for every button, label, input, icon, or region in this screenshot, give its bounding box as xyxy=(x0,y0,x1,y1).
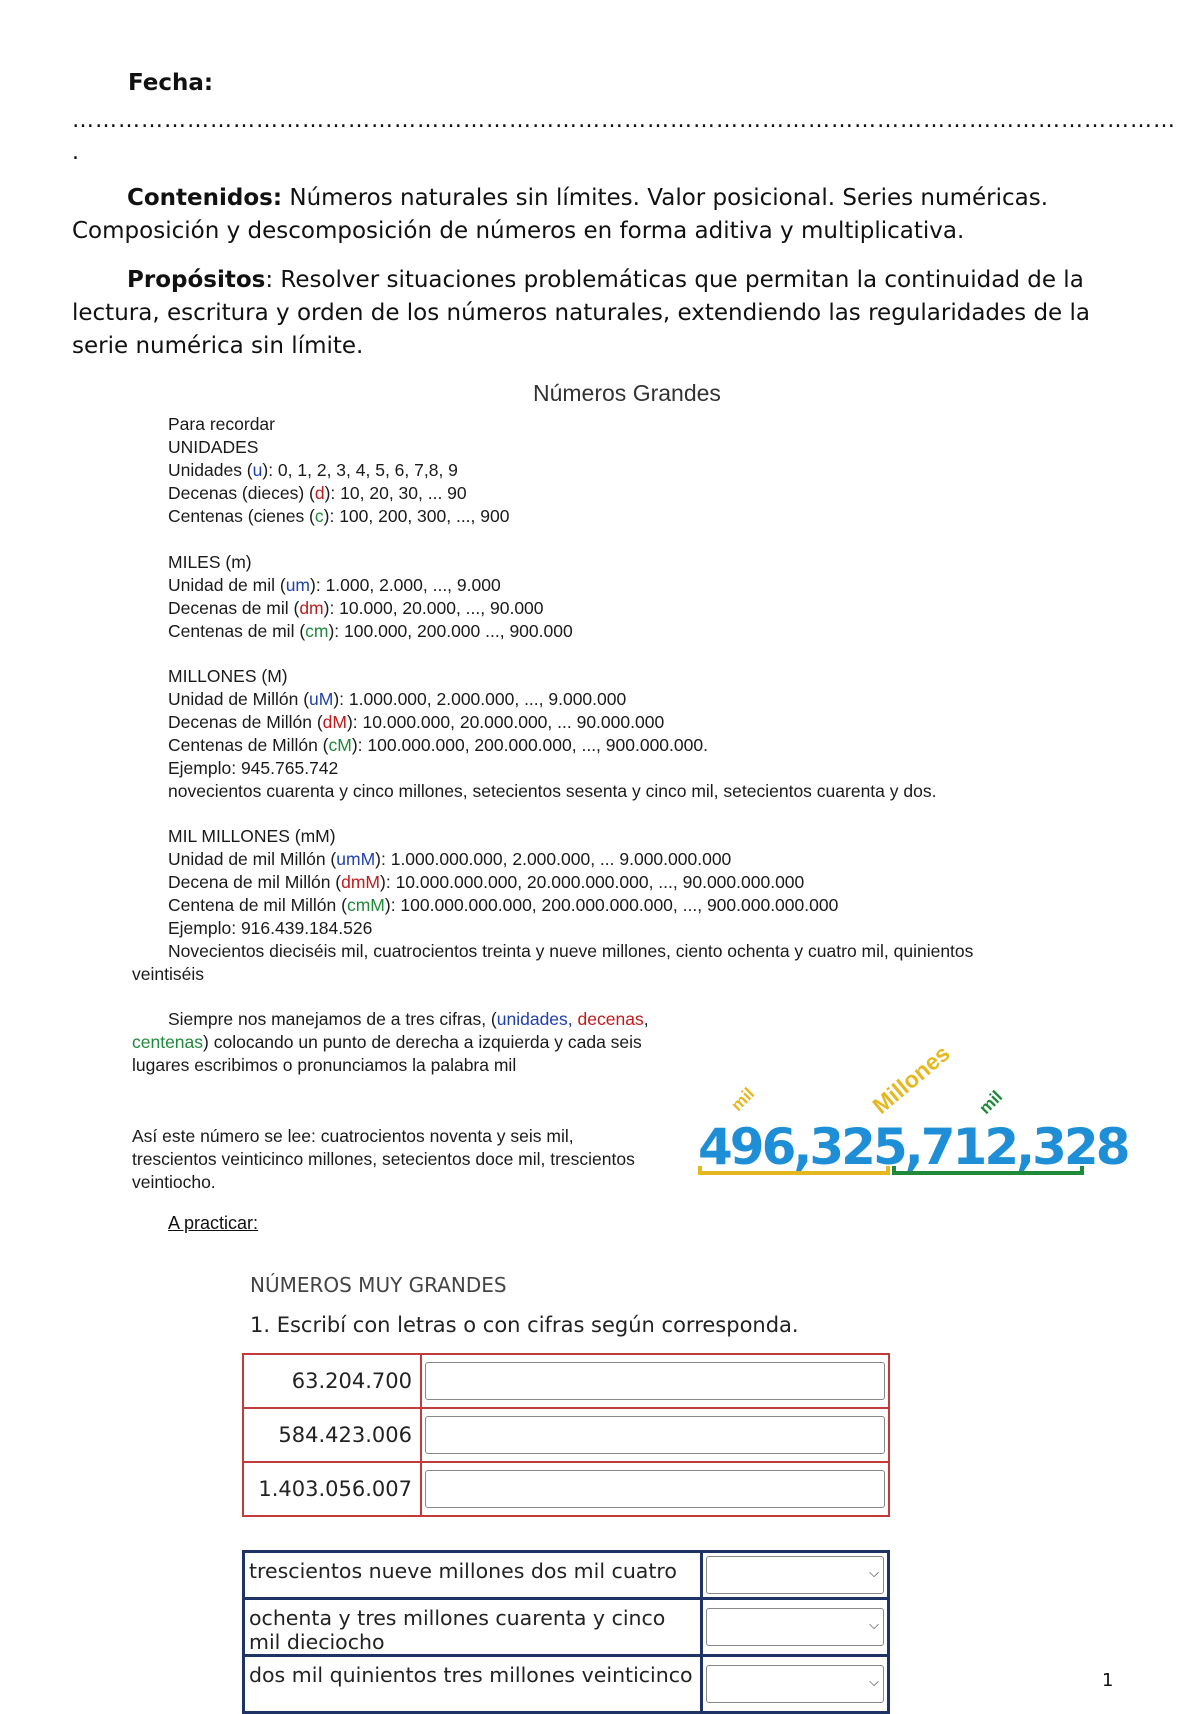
centenas-abbr: c xyxy=(314,506,324,526)
cmM-abbr: cmM xyxy=(346,895,385,915)
dM-line xyxy=(168,712,664,733)
fecha-dotted-line: ……………………………………………………………………………………………………………………………… xyxy=(72,108,1176,133)
siempre-paragraph xyxy=(132,1008,652,1077)
dmM-text-b: ): 10.000.000.000, 20.000.000.000, ..., 90.000.000.000 xyxy=(380,872,805,892)
siempre-centenas: centenas xyxy=(132,1032,204,1052)
siempre-text-b: ) colocando un punto de derecha a izquierda y cada seis lugares escribimos o pronunciamos la palabra mil xyxy=(132,1032,642,1075)
chevron-down-icon: ⌵ xyxy=(869,1675,879,1690)
ejemplo2-text-2: veintiséis xyxy=(132,964,204,984)
decenas-abbr: d xyxy=(314,483,325,503)
siempre-text-a: Siempre nos manejamos de a tres cifras, ( xyxy=(168,1009,497,1029)
exercise-question: 1. Escribí con letras o con cifras según corresponda. xyxy=(250,1313,799,1337)
cm-text-b: ): 100.000, 200.000 ..., 900.000 xyxy=(328,621,573,641)
cM-text-b: ): 100.000.000, 200.000.000, ..., 900.000.000. xyxy=(351,735,708,755)
dm-text-a: Decenas de mil ( xyxy=(168,598,300,618)
answer-select[interactable] xyxy=(706,1608,884,1646)
table-row xyxy=(244,1656,889,1713)
unidades-line xyxy=(168,460,458,481)
table-row xyxy=(243,1408,889,1462)
digits-group-4: 328 xyxy=(1032,1118,1128,1176)
cm-line xyxy=(168,621,573,642)
answer-input[interactable] xyxy=(425,1362,885,1400)
dM-text-a: Decenas de Millón ( xyxy=(168,712,323,732)
decenas-text-b: ): 10, 20, 30, ... 90 xyxy=(324,483,467,503)
dm-line xyxy=(168,598,544,619)
answer-select[interactable] xyxy=(706,1665,884,1703)
chevron-down-icon: ⌵ xyxy=(869,1618,879,1633)
words-cell: trescientos nueve millones dos mil cuatro xyxy=(244,1552,702,1599)
digits-group-2: 325 xyxy=(809,1118,905,1176)
big-number-graphic xyxy=(696,1039,1128,1180)
number-cell: 1.403.056.007 xyxy=(243,1462,421,1516)
cM-text-a: Centenas de Millón ( xyxy=(168,735,329,755)
dm-text-b: ): 10.000, 20.000, ..., 90.000 xyxy=(323,598,544,618)
ejemplo1: Ejemplo: 945.765.742 xyxy=(168,758,339,778)
muy-grandes-title: NÚMEROS MUY GRANDES xyxy=(250,1273,507,1297)
dotted-line-end: . xyxy=(72,140,79,165)
digits-group-3: 712 xyxy=(920,1118,1017,1176)
um-line xyxy=(168,575,501,596)
dmM-abbr: dmM xyxy=(341,872,381,892)
dM-abbr: dM xyxy=(322,712,347,732)
propositos-label: Propósitos xyxy=(127,267,266,293)
chevron-down-icon: ⌵ xyxy=(869,1566,879,1581)
centenas-text-b: ): 100, 200, 300, ..., 900 xyxy=(323,506,510,526)
ejemplo2-text-1: Novecientos dieciséis mil, cuatrocientos treinta y nueve millones, ciento ochenta y cuatro mil, quinientos xyxy=(168,941,974,961)
um-abbr: um xyxy=(285,575,311,595)
siempre-sep: , xyxy=(643,1009,649,1029)
umM-line xyxy=(168,849,731,870)
miles-header: MILES (m) xyxy=(168,552,252,572)
dmM-text-a: Decena de mil Millón ( xyxy=(168,872,342,892)
table-row xyxy=(243,1462,889,1516)
dm-abbr: dm xyxy=(299,598,324,618)
contenidos-text: Números naturales sin límites. Valor posicional. Series numéricas. Composición y descomposición de números en forma aditiva y multiplicativa. xyxy=(72,185,1049,244)
cm-abbr: cm xyxy=(305,621,329,641)
dM-text-b: ): 10.000.000, 20.000.000, ... 90.000.000 xyxy=(346,712,665,732)
select-cell xyxy=(701,1599,888,1656)
number-cell: 63.204.700 xyxy=(243,1354,421,1408)
para-recordar: Para recordar xyxy=(168,414,275,434)
siempre-decenas: decenas xyxy=(577,1009,644,1029)
umM-abbr: umM xyxy=(336,849,376,869)
decenas-line xyxy=(168,483,467,504)
decenas-text-a: Decenas (dieces) ( xyxy=(168,483,315,503)
answer-input[interactable] xyxy=(425,1416,885,1454)
uM-text-b: ): 1.000.000, 2.000.000, ..., 9.000.000 xyxy=(333,689,627,709)
unidades-text-b: ): 0, 1, 2, 3, 4, 5, 6, 7,8, 9 xyxy=(262,460,458,480)
table-row xyxy=(244,1599,889,1656)
words-cell: ochenta y tres millones cuarenta y cinco mil dieciocho xyxy=(244,1599,702,1656)
umM-text-b: ): 1.000.000.000, 2.000.000, ... 9.000.000.000 xyxy=(375,849,732,869)
cm-text-a: Centenas de mil ( xyxy=(168,621,306,641)
select-cell xyxy=(701,1552,888,1599)
cmM-text-b: ): 100.000.000.000, 200.000.000.000, ..., 900.000.000.000 xyxy=(384,895,839,915)
cM-line xyxy=(168,735,708,756)
answer-select[interactable] xyxy=(706,1556,884,1594)
asi-paragraph: Así este número se lee: cuatrocientos noventa y seis mil, trescientos veinticinco millones, setecientos doce mil, trescientos veintiocho. xyxy=(132,1126,635,1192)
contenidos-label: Contenidos: xyxy=(127,185,283,211)
words-cell: dos mil quinientos tres millones veinticinco xyxy=(244,1656,702,1713)
cmM-line xyxy=(168,895,838,916)
answer-cell xyxy=(421,1354,889,1408)
table-row xyxy=(243,1354,889,1408)
cmM-text-a: Centena de mil Millón ( xyxy=(168,895,347,915)
answer-cell xyxy=(421,1408,889,1462)
uM-abbr: uM xyxy=(309,689,334,709)
propositos-text: : Resolver situaciones problemáticas que permitan la continuidad de la lectura, escritura y orden de los números naturales, extendiendo las regularidades de la serie numérica sin límite. xyxy=(72,267,1090,359)
mil-label-2: mil xyxy=(975,1087,1007,1118)
millones-label: Millones xyxy=(867,1039,955,1119)
answer-input[interactable] xyxy=(425,1470,885,1508)
ejemplo2: Ejemplo: 916.439.184.526 xyxy=(168,918,373,938)
propositos-paragraph xyxy=(72,264,1112,363)
words-to-numbers-table xyxy=(242,1550,890,1714)
number-cell: 584.423.006 xyxy=(243,1408,421,1462)
um-text-b: ): 1.000, 2.000, ..., 9.000 xyxy=(310,575,501,595)
centenas-line xyxy=(168,506,509,527)
um-text-a: Unidad de mil ( xyxy=(168,575,286,595)
digits-group-1: 496 xyxy=(698,1118,794,1176)
numbers-to-words-table xyxy=(242,1353,890,1517)
umM-text-a: Unidad de mil Millón ( xyxy=(168,849,337,869)
numeros-grandes-title: Números Grandes xyxy=(533,380,721,406)
milmillones-header: MIL MILLONES (mM) xyxy=(168,826,336,846)
siempre-unidades: unidades, xyxy=(496,1009,573,1029)
centenas-text-a: Centenas (cienes ( xyxy=(168,506,315,526)
a-practicar-heading: A practicar: xyxy=(168,1213,259,1233)
fecha-label: Fecha: xyxy=(128,70,214,96)
page-number: 1 xyxy=(1102,1670,1114,1691)
millones-header: MILLONES (M) xyxy=(168,666,288,686)
dmM-line xyxy=(168,872,804,893)
ejemplo1-text: novecientos cuarenta y cinco millones, setecientos sesenta y cinco mil, setecientos cuarenta y dos. xyxy=(168,781,937,801)
table-row xyxy=(244,1552,889,1599)
uM-line xyxy=(168,689,626,710)
select-cell xyxy=(701,1656,888,1713)
unidades-text-a: Unidades ( xyxy=(168,460,253,480)
big-number-digits: 496,325,712,328 xyxy=(698,1118,1128,1176)
answer-cell xyxy=(421,1462,889,1516)
unidades-header: UNIDADES xyxy=(168,437,259,457)
cM-abbr: cM xyxy=(328,735,352,755)
mil-label-1: mil xyxy=(727,1084,759,1115)
uM-text-a: Unidad de Millón ( xyxy=(168,689,310,709)
contenidos-paragraph xyxy=(72,182,1112,248)
unidades-abbr: u xyxy=(252,460,263,480)
